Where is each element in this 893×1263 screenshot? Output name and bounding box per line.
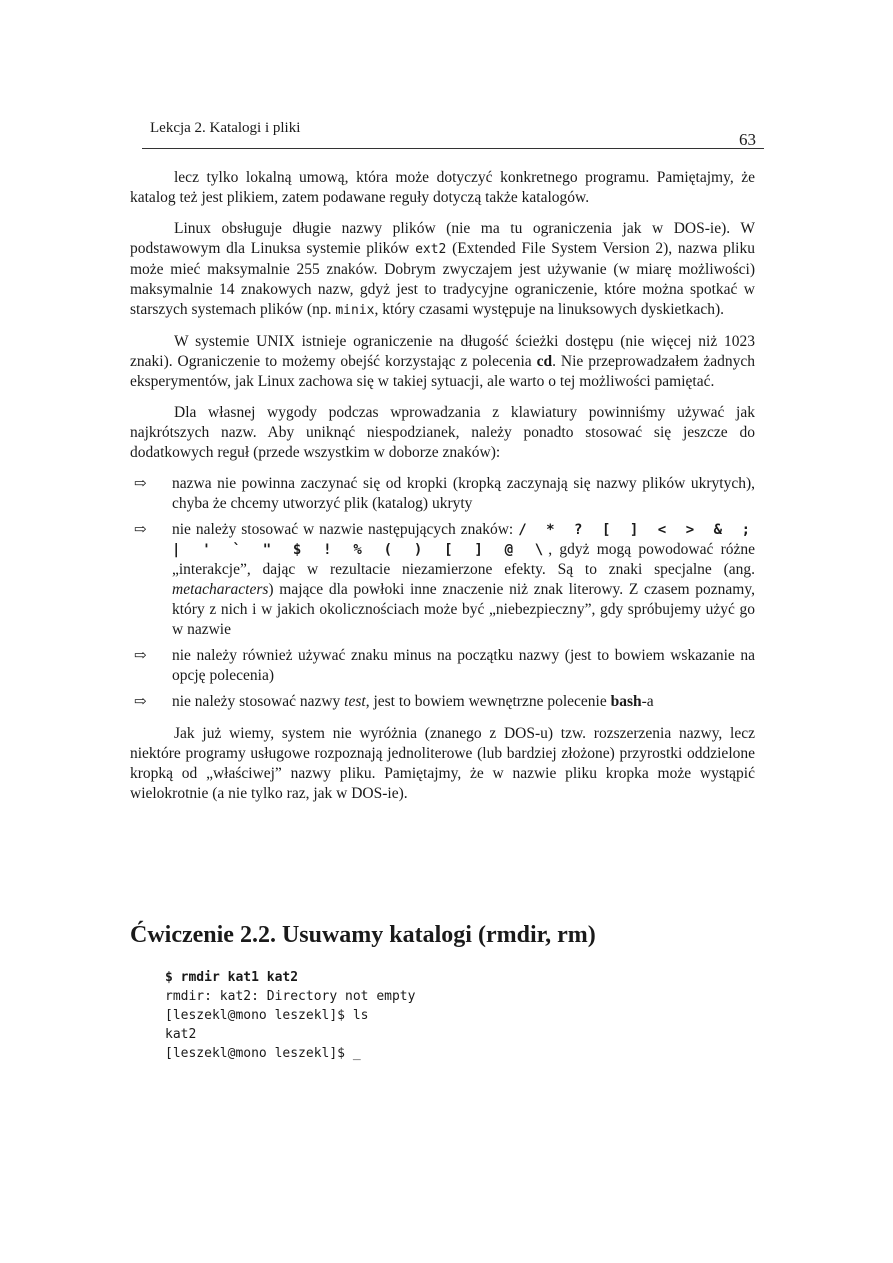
- exercise-heading: Ćwiczenie 2.2. Usuwamy katalogi (rmdir, rm): [130, 922, 596, 948]
- arrow-icon: ⇨: [134, 476, 147, 492]
- command-cd: cd: [536, 353, 553, 370]
- special-chars-2: | ' ` " $ ! % ( ) [ ] @ \: [172, 542, 549, 558]
- list-item: [130, 646, 755, 686]
- text-run: nie należy stosować w nazwie następujących znaków:: [172, 521, 519, 538]
- text-run: (Extended File System Version 2), nazwa pliku może mieć maksymalnie 255 znaków. Dobrym zwyczajem jest używanie (w miarę możliwości) maksymalnie 14 znakowych nazw, gdyż jest to tradycyjne ograniczenie, które można spotkać w starszych systemach plików (np.: [130, 240, 755, 318]
- paragraph-long-names: [130, 219, 755, 321]
- paragraph-path-limit: [130, 332, 755, 392]
- code-ext2: ext2: [415, 242, 447, 257]
- terminal-line: $ rmdir kat1 kat2: [165, 970, 299, 985]
- text-run: -a: [641, 693, 654, 710]
- list-item: [130, 474, 755, 514]
- text-run: W systemie UNIX istnieje ograniczenie na długość ścieżki dostępu (nie więcej niż 1023 znaki). Ograniczenie to możemy obejść korzystając z polecenia: [130, 333, 755, 370]
- arrow-icon: ⇨: [134, 694, 147, 710]
- term-test: test: [344, 693, 366, 710]
- arrow-icon: ⇨: [134, 522, 147, 538]
- paragraph-rules-intro: Dla własnej wygody podczas wprowadzania z klawiatury powinniśmy używać jak najkrótszych nazw. Aby uniknąć niespodzianek, należy ponadto stosować się jeszcze do dodatkowych reguł (przede wszystkim w doborze znaków):: [130, 404, 755, 461]
- paragraph-continuation: lecz tylko lokalną umową, która może dotyczyć konkretnego programu. Pamiętajmy, że katalog też jest plikiem, zatem podawane reguły dotyczą także katalogów.: [130, 169, 755, 206]
- command-bash: bash: [610, 693, 642, 710]
- terminal-line: rmdir: kat2: Directory not empty: [165, 989, 416, 1004]
- special-chars-1: / * ? [ ] < > & ;: [518, 522, 756, 538]
- list-item-text: nazwa nie powinna zaczynać się od kropki (kropką zaczynają się nazwy plików ukrytych), chyba że chcemy utworzyć plik (katalog) ukryty: [172, 475, 755, 512]
- list-item: [130, 520, 755, 640]
- text-run: . Nie przeprowadzałem żadnych eksperymentów, jak Linux zachowa się w takiej sytuacji, ale warto o tej możliwości pamiętać.: [130, 353, 755, 390]
- list-item: [130, 692, 755, 712]
- text-run: , jest to bowiem wewnętrzne polecenie: [365, 693, 611, 710]
- text-run: Linux obsługuje długie nazwy plików (nie ma tu ograniczenia jak w DOS-ie). W podstawowym dla Linuksa systemie plików: [130, 220, 755, 257]
- terminal-line: [leszekl@mono leszekl]$ ls: [165, 1008, 369, 1023]
- code-minix: minix: [335, 303, 375, 318]
- term-metacharacters: metacharacters: [172, 581, 269, 598]
- terminal-line: kat2: [165, 1027, 197, 1042]
- list-item-text: nie należy również używać znaku minus na początku nazwy (jest to bowiem wskazanie na opcję polecenia): [172, 647, 755, 684]
- running-title: Lekcja 2. Katalogi i pliki: [150, 120, 301, 136]
- text-run: ) mające dla powłoki inne znaczenie niż znak literowy. Z czasem poznamy, który z nich i w jakich okolicznościach może być „niebezpieczny”, gdy spróbujemy użyć go w nazwie: [172, 581, 755, 638]
- text-run: , gdyż mogą powodować różne „interakcje”, dając w rezultacie niezamierzone efekty. Są to znaki specjalne (ang.: [172, 541, 755, 578]
- running-header: [142, 118, 764, 149]
- terminal-line: [leszekl@mono leszekl]$ _: [165, 1046, 361, 1061]
- text-run: , który czasami występuje na linuksowych dyskietkach).: [374, 301, 725, 318]
- page-number: 63: [739, 130, 756, 149]
- rules-list: [130, 474, 755, 712]
- terminal-listing: [165, 968, 725, 1063]
- body-text: [130, 168, 755, 815]
- paragraph-extensions: Jak już wiemy, system nie wyróżnia (znanego z DOS-u) tzw. rozszerzenia nazwy, lecz niektóre programy usługowe rozpoznają jednoliterowe (lub bardziej złożone) przyrostki oddzielone kropką od „właściwej” nazwy pliku. Pamiętajmy, że w nazwie pliku kropka może wystąpić wielokrotnie (a nie tylko raz, jak w DOS-ie).: [130, 725, 755, 802]
- text-run: nie należy stosować nazwy: [172, 693, 345, 710]
- arrow-icon: ⇨: [134, 648, 147, 664]
